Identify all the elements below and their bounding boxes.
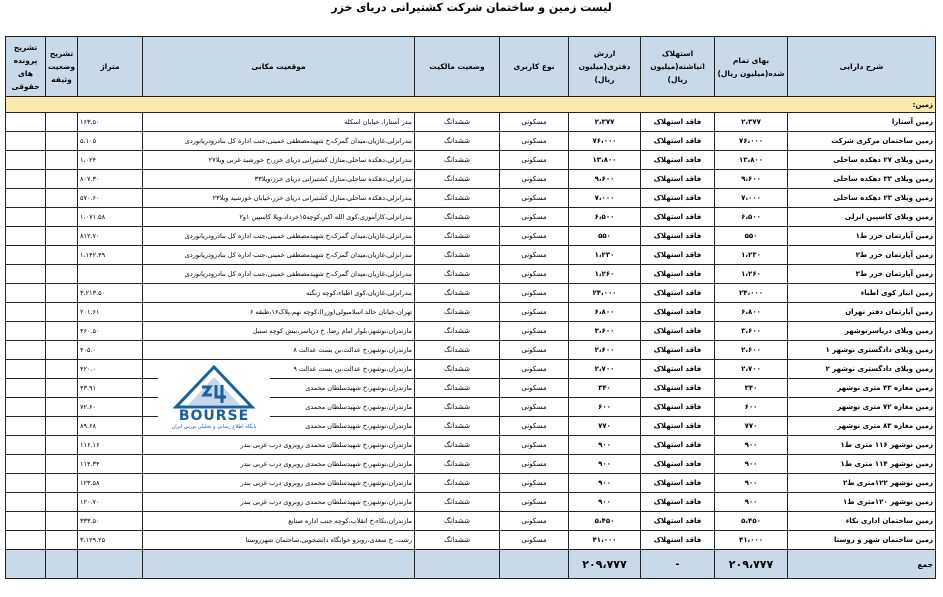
asset-depreciation: فاقد استهلاک xyxy=(641,170,715,189)
asset-book-value: ۵۵۰ xyxy=(569,227,641,246)
asset-area: ۴۰۵.۰ xyxy=(78,341,143,360)
asset-book-value: ۹۰۰ xyxy=(569,436,641,455)
asset-usage: مسکونی xyxy=(500,151,569,170)
table-row xyxy=(6,398,936,417)
asset-description: زمین آپارتمان خزر ط۲ xyxy=(788,246,936,265)
total-cost: ۲۰۹،۷۷۷ xyxy=(715,550,788,579)
asset-legal xyxy=(6,303,46,322)
asset-usage: مسکونی xyxy=(500,455,569,474)
asset-cost: ۲،۶۰۰ xyxy=(715,341,788,360)
asset-description: زمین نوشهر ۱۱۶ متری ط۱ xyxy=(788,436,936,455)
asset-legal xyxy=(6,227,46,246)
asset-depreciation: فاقد استهلاک xyxy=(641,322,715,341)
asset-cost: ۱،۲۶۰ xyxy=(715,265,788,284)
asset-collateral xyxy=(46,531,78,550)
total-collateral xyxy=(46,550,78,579)
asset-description: زمین ویلای دریاسرنوشهر xyxy=(788,322,936,341)
asset-legal xyxy=(6,151,46,170)
asset-description: زمین ساختمان شهر و روستا xyxy=(788,531,936,550)
asset-usage: مسکونی xyxy=(500,284,569,303)
asset-location: مازندران،نوشهر،خ شهیدسلطان محمدی xyxy=(143,398,415,417)
asset-ownership: ششدانگ xyxy=(415,170,500,189)
asset-book-value: ۴۱،۰۰۰ xyxy=(569,531,641,550)
asset-collateral xyxy=(46,246,78,265)
asset-location: مازندران،نوشهر،خ عدالت،بن بست عدالت ۸ xyxy=(143,341,415,360)
asset-book-value: ۱،۲۳۰ xyxy=(569,246,641,265)
asset-collateral xyxy=(46,284,78,303)
asset-ownership: ششدانگ xyxy=(415,417,500,436)
total-usage xyxy=(500,550,569,579)
asset-description: زمین ویلای ۲۷ دهکده ساحلی xyxy=(788,151,936,170)
asset-area: ۱،۰۲۴ xyxy=(78,151,143,170)
asset-cost: ۶،۸۰۰ xyxy=(715,303,788,322)
asset-book-value: ۹۰۰ xyxy=(569,493,641,512)
asset-description: زمین ویلای ۳۳ دهکده ساحلی xyxy=(788,170,936,189)
header-cost: بهای تمام شده(میلیون ریال) xyxy=(715,37,788,97)
asset-collateral xyxy=(46,417,78,436)
asset-book-value: ۶،۵۰۰ xyxy=(569,208,641,227)
asset-collateral xyxy=(46,227,78,246)
asset-book-value: ۱۳،۸۰۰ xyxy=(569,151,641,170)
asset-depreciation: فاقد استهلاک xyxy=(641,360,715,379)
asset-ownership: ششدانگ xyxy=(415,493,500,512)
asset-usage: مسکونی xyxy=(500,531,569,550)
asset-depreciation: فاقد استهلاک xyxy=(641,246,715,265)
asset-book-value: ۱،۲۶۰ xyxy=(569,265,641,284)
asset-depreciation: فاقد استهلاک xyxy=(641,436,715,455)
asset-usage: مسکونی xyxy=(500,170,569,189)
header-area: متراژ xyxy=(78,37,143,97)
asset-area: ۵،۱۰۵ xyxy=(78,132,143,151)
asset-depreciation: فاقد استهلاک xyxy=(641,474,715,493)
asset-cost: ۵۵۰ xyxy=(715,227,788,246)
section-label: زمین: xyxy=(6,97,936,113)
table-row xyxy=(6,189,936,208)
asset-usage: مسکونی xyxy=(500,113,569,132)
asset-location: بندرانزلی،غازیان،میدان گمرک،خ شهیدمصطفی خمینی،جنب اداره کل بنادرودریانوردی xyxy=(143,246,415,265)
asset-usage: مسکونی xyxy=(500,227,569,246)
asset-location: مازندران،نوشهر،خ عدالت،بن بست عدالت ۹ xyxy=(143,360,415,379)
asset-location: مازندران،نکاء،خ انقلاب،کوچه جنب اداره صنایع xyxy=(143,512,415,531)
total-row xyxy=(6,550,936,579)
asset-description: زمین انبار کوی اطباء xyxy=(788,284,936,303)
asset-description: زمین نوشهر ۱۲۰متری ط۱ xyxy=(788,493,936,512)
asset-area: ۱۱۶.۱۶ xyxy=(78,436,143,455)
asset-cost: ۲۴،۰۰۰ xyxy=(715,284,788,303)
header-legal: تشریح پرونده های حقوقی xyxy=(6,37,46,97)
asset-description: زمین ویلای دادگستری نوشهر ۲ xyxy=(788,360,936,379)
asset-area: ۲۰۱.۶۱ xyxy=(78,303,143,322)
asset-depreciation: فاقد استهلاک xyxy=(641,493,715,512)
table-row xyxy=(6,493,936,512)
asset-description: زمین ویلای دادگستری نوشهر ۱ xyxy=(788,341,936,360)
table-row xyxy=(6,227,936,246)
asset-ownership: ششدانگ xyxy=(415,303,500,322)
asset-collateral xyxy=(46,493,78,512)
table-row xyxy=(6,512,936,531)
header-book-value: ارزش دفتری(میلیون ریال) xyxy=(569,37,641,97)
asset-usage: مسکونی xyxy=(500,493,569,512)
asset-cost: ۴۱،۰۰۰ xyxy=(715,531,788,550)
asset-ownership: ششدانگ xyxy=(415,512,500,531)
asset-usage: مسکونی xyxy=(500,341,569,360)
header-usage: نوع کاربری xyxy=(500,37,569,97)
asset-collateral xyxy=(46,170,78,189)
asset-legal xyxy=(6,246,46,265)
asset-location: مازندران،نوشهر،خ شهیدسلطان محمدی روبروی درب غربی بندر xyxy=(143,436,415,455)
table-row xyxy=(6,303,936,322)
assets-table xyxy=(5,36,936,579)
asset-ownership: ششدانگ xyxy=(415,284,500,303)
asset-cost: ۹۰۰ xyxy=(715,493,788,512)
asset-area: ۴۳.۹۱ xyxy=(78,379,143,398)
asset-depreciation: فاقد استهلاک xyxy=(641,341,715,360)
asset-area: ۱۱۴.۳۴ xyxy=(78,455,143,474)
asset-legal xyxy=(6,531,46,550)
asset-location: مازندران،نوشهر،خ شهیدسلطان محمدی روبروی درب غربی بندر xyxy=(143,474,415,493)
asset-area: ۱،۱۴۲.۴۹ xyxy=(78,246,143,265)
asset-location: بندرانزلی،کارآموزی،کوی الله اکبر،کوچه۱۵خرداد،ویلا کاسپین ۱و۲ xyxy=(143,208,415,227)
asset-cost: ۱،۲۳۰ xyxy=(715,246,788,265)
asset-collateral xyxy=(46,455,78,474)
bourse-logo-icon xyxy=(158,365,270,409)
asset-area: ۷۲.۶۰ xyxy=(78,398,143,417)
asset-cost: ۹۰۰ xyxy=(715,455,788,474)
asset-ownership: ششدانگ xyxy=(415,208,500,227)
asset-depreciation: فاقد استهلاک xyxy=(641,227,715,246)
asset-collateral xyxy=(46,379,78,398)
asset-collateral xyxy=(46,322,78,341)
asset-depreciation: فاقد استهلاک xyxy=(641,512,715,531)
asset-legal xyxy=(6,360,46,379)
table-row xyxy=(6,246,936,265)
asset-legal xyxy=(6,341,46,360)
asset-collateral xyxy=(46,265,78,284)
asset-cost: ۷۷۰ xyxy=(715,417,788,436)
asset-area: ۱،۰۷۱.۵۸ xyxy=(78,208,143,227)
asset-legal xyxy=(6,455,46,474)
total-book-value: ۲۰۹،۷۷۷ xyxy=(569,550,641,579)
asset-ownership: ششدانگ xyxy=(415,151,500,170)
asset-description: زمین آپارتمان خزر ط۳ xyxy=(788,265,936,284)
asset-ownership: ششدانگ xyxy=(415,455,500,474)
asset-description: زمین نوشهر ۱۱۴ متری ط۱ xyxy=(788,455,936,474)
asset-location: رشت، خ سعدی،روبرو خوابگاه دانشجویی،ساختمان شهرروستا xyxy=(143,531,415,550)
asset-book-value: ۲،۶۰۰ xyxy=(569,341,641,360)
asset-depreciation: فاقد استهلاک xyxy=(641,284,715,303)
asset-usage: مسکونی xyxy=(500,189,569,208)
asset-depreciation: فاقد استهلاک xyxy=(641,132,715,151)
asset-location: بندرانزلی،غازیان،میدان گمرک،خ شهیدمصطفی خمینی،جنب اداره کل بنادرودریانوردی xyxy=(143,265,415,284)
asset-collateral xyxy=(46,189,78,208)
asset-cost: ۵،۴۵۰ xyxy=(715,512,788,531)
asset-depreciation: فاقد استهلاک xyxy=(641,303,715,322)
asset-legal xyxy=(6,132,46,151)
asset-area: ۸۹.۶۸ xyxy=(78,417,143,436)
asset-depreciation: فاقد استهلاک xyxy=(641,151,715,170)
table-row xyxy=(6,113,936,132)
asset-collateral xyxy=(46,151,78,170)
asset-area: ۳،۲۱۳.۵۰ xyxy=(78,284,143,303)
asset-location: تهران،خیابان خالد اسلامبولی(وزرا)،کوچه نهم،پلاک۱۶،طبقه ۶ xyxy=(143,303,415,322)
bourse-logo xyxy=(158,365,270,435)
asset-area xyxy=(78,265,143,284)
asset-depreciation: فاقد استهلاک xyxy=(641,455,715,474)
asset-description: زمین آستارا xyxy=(788,113,936,132)
table-row xyxy=(6,208,936,227)
asset-location: مازندران،نوشهر،خ شهیدسلطان محمدی روبروی درب غربی بندر xyxy=(143,455,415,474)
table-row xyxy=(6,265,936,284)
total-location xyxy=(143,550,415,579)
asset-ownership: ششدانگ xyxy=(415,398,500,417)
asset-collateral xyxy=(46,512,78,531)
asset-cost: ۲،۳۷۷ xyxy=(715,113,788,132)
asset-cost: ۹۰۰ xyxy=(715,474,788,493)
asset-location: بندرانزلی،غازیان،میدان گمرک،خ شهیدمصطفی خمینی،جنب اداره کل بنادرودریانوردی xyxy=(143,227,415,246)
asset-depreciation: فاقد استهلاک xyxy=(641,398,715,417)
asset-area: ۵۷۰.۶۰ xyxy=(78,189,143,208)
asset-ownership: ششدانگ xyxy=(415,474,500,493)
asset-area: ۳،۱۲۹.۲۵ xyxy=(78,531,143,550)
asset-book-value: ۶،۸۰۰ xyxy=(569,303,641,322)
page-title: لیست زمین و ساختمان شرکت کشتیرانی دریای خزر xyxy=(331,1,612,14)
header-collateral: تشریح وضعیت وثیقه xyxy=(46,37,78,97)
asset-location: بندرانزلی،دهکده ساحلی،منازل کشتیرانی دریای خزر،ویلا۳۳ xyxy=(143,170,415,189)
asset-collateral xyxy=(46,398,78,417)
header-location: موقعیت مکانی xyxy=(143,37,415,97)
asset-usage: مسکونی xyxy=(500,360,569,379)
asset-book-value: ۲،۷۰۰ xyxy=(569,360,641,379)
table-row xyxy=(6,360,936,379)
header-ownership: وضعیت مالکیت xyxy=(415,37,500,97)
asset-usage: مسکونی xyxy=(500,398,569,417)
asset-description: زمین ویلای ۲۳ دهکده ساحلی xyxy=(788,189,936,208)
table-row xyxy=(6,170,936,189)
asset-cost: ۱۳،۸۰۰ xyxy=(715,151,788,170)
asset-usage: مسکونی xyxy=(500,436,569,455)
asset-collateral xyxy=(46,303,78,322)
asset-ownership: ششدانگ xyxy=(415,360,500,379)
asset-legal xyxy=(6,417,46,436)
asset-description: زمین آپارتمان دفتر تهران xyxy=(788,303,936,322)
total-ownership xyxy=(415,550,500,579)
asset-legal xyxy=(6,436,46,455)
asset-ownership: ششدانگ xyxy=(415,113,500,132)
asset-legal xyxy=(6,474,46,493)
asset-cost: ۲،۷۰۰ xyxy=(715,360,788,379)
asset-cost: ۳۴۰ xyxy=(715,379,788,398)
asset-collateral xyxy=(46,360,78,379)
asset-cost: ۹،۶۰۰ xyxy=(715,170,788,189)
header-row xyxy=(6,37,936,97)
asset-location: مازندران،نوشهر،خ شهیدسلطان محمدی xyxy=(143,417,415,436)
asset-cost: ۹۰۰ xyxy=(715,436,788,455)
asset-collateral xyxy=(46,208,78,227)
asset-legal xyxy=(6,512,46,531)
asset-location: بندرانزلی،غازیان،میدان گمرک،خ شهیدمصطفی خمینی،جنب اداره کل بنادرودریانوردی xyxy=(143,132,415,151)
table-row xyxy=(6,284,936,303)
table-row xyxy=(6,151,936,170)
asset-ownership: ششدانگ xyxy=(415,265,500,284)
asset-depreciation: فاقد استهلاک xyxy=(641,113,715,132)
asset-area: ۱۲۰.۷۰ xyxy=(78,493,143,512)
asset-area: ۳۳۳.۵۰ xyxy=(78,512,143,531)
table-row xyxy=(6,474,936,493)
asset-ownership: ششدانگ xyxy=(415,379,500,398)
table-row xyxy=(6,455,936,474)
header-description: شرح دارایی xyxy=(788,37,936,97)
bourse-logo-word: BOURSE xyxy=(178,408,250,424)
asset-description: زمین مغازه ۸۳ متری نوشهر xyxy=(788,417,936,436)
total-depreciation: - xyxy=(641,550,715,579)
table-row xyxy=(6,531,936,550)
asset-description: زمین نوشهر ۱۲۲متری ط۲ xyxy=(788,474,936,493)
header-depreciation: استهلاک انباشته(میلیون ریال) xyxy=(641,37,715,97)
asset-usage: مسکونی xyxy=(500,512,569,531)
asset-legal xyxy=(6,379,46,398)
asset-ownership: ششدانگ xyxy=(415,189,500,208)
asset-location: بندرانزلی،غازیان،کوی اطباء،کوچه زنگنه xyxy=(143,284,415,303)
asset-book-value: ۳،۶۰۰ xyxy=(569,322,641,341)
asset-usage: مسکونی xyxy=(500,246,569,265)
table-row xyxy=(6,322,936,341)
asset-depreciation: فاقد استهلاک xyxy=(641,417,715,436)
asset-description: زمین مغازه ۷۲ متری نوشهر xyxy=(788,398,936,417)
asset-legal xyxy=(6,189,46,208)
asset-area: ۴۲۰.۰ xyxy=(78,360,143,379)
asset-depreciation: فاقد استهلاک xyxy=(641,189,715,208)
asset-description: زمین ساختمان مرکزی شرکت xyxy=(788,132,936,151)
asset-book-value: ۷۷۰ xyxy=(569,417,641,436)
table-row xyxy=(6,379,936,398)
asset-area: ۴۶۰.۵۰ xyxy=(78,322,143,341)
asset-location: بندرانزلی،دهکده ساحلی،منازل کشتیرانی دریای خزر،خیابان خورشید ویلا۲۳ xyxy=(143,189,415,208)
asset-ownership: ششدانگ xyxy=(415,227,500,246)
table-row xyxy=(6,436,936,455)
table-row xyxy=(6,417,936,436)
asset-usage: مسکونی xyxy=(500,208,569,227)
asset-description: زمین آپارتمان خزر ط۱ xyxy=(788,227,936,246)
bourse-logo-subtitle: پایگاه اطلاع رسانی و تحلیلی بورس ایران xyxy=(171,424,257,430)
asset-book-value: ۷۶،۰۰۰ xyxy=(569,132,641,151)
asset-usage: مسکونی xyxy=(500,303,569,322)
asset-legal xyxy=(6,170,46,189)
asset-legal xyxy=(6,265,46,284)
asset-ownership: ششدانگ xyxy=(415,531,500,550)
asset-usage: مسکونی xyxy=(500,132,569,151)
asset-legal xyxy=(6,113,46,132)
asset-legal xyxy=(6,284,46,303)
asset-ownership: ششدانگ xyxy=(415,436,500,455)
total-label: جمع xyxy=(788,550,936,579)
asset-location: مازندران،نوشهر،بلوار امام رضا، خ دریاسر،نبش کوچه سنبل xyxy=(143,322,415,341)
asset-legal xyxy=(6,322,46,341)
asset-area: ۱۲۳.۵۸ xyxy=(78,474,143,493)
asset-collateral xyxy=(46,436,78,455)
asset-usage: مسکونی xyxy=(500,322,569,341)
asset-book-value: ۵،۴۵۰ xyxy=(569,512,641,531)
asset-location: بندرانزلی،دهکده ساحلی،منازل کشتیرانی دریای خزر،خ خورشید غربی ویلا۲۷ xyxy=(143,151,415,170)
asset-description: زمین ویلای کاسپین انزلی xyxy=(788,208,936,227)
asset-location: بندر آستارا، خیابان اسکله xyxy=(143,113,415,132)
asset-book-value: ۶۰۰ xyxy=(569,398,641,417)
table-row xyxy=(6,132,936,151)
table-row xyxy=(6,341,936,360)
asset-area: ۱۶۳.۵۰ xyxy=(78,113,143,132)
asset-location: مازندران،نوشهر،خ شهیدسلطان محمدی xyxy=(143,379,415,398)
asset-cost: ۶۰۰ xyxy=(715,398,788,417)
asset-depreciation: فاقد استهلاک xyxy=(641,531,715,550)
asset-depreciation: فاقد استهلاک xyxy=(641,379,715,398)
asset-collateral xyxy=(46,474,78,493)
asset-depreciation: فاقد استهلاک xyxy=(641,208,715,227)
asset-cost: ۶،۵۰۰ xyxy=(715,208,788,227)
asset-cost: ۷۶،۰۰۰ xyxy=(715,132,788,151)
asset-depreciation: فاقد استهلاک xyxy=(641,265,715,284)
asset-collateral xyxy=(46,132,78,151)
asset-usage: مسکونی xyxy=(500,265,569,284)
section-row xyxy=(6,97,936,113)
asset-description: زمین ساختمان اداری نکاء xyxy=(788,512,936,531)
asset-legal xyxy=(6,398,46,417)
asset-book-value: ۳۴۰ xyxy=(569,379,641,398)
asset-book-value: ۹۰۰ xyxy=(569,474,641,493)
asset-legal xyxy=(6,208,46,227)
asset-usage: مسکونی xyxy=(500,474,569,493)
asset-ownership: ششدانگ xyxy=(415,341,500,360)
asset-area: ۸۰۷.۳۰ xyxy=(78,170,143,189)
asset-legal xyxy=(6,493,46,512)
asset-book-value: ۹۰۰ xyxy=(569,455,641,474)
total-area xyxy=(78,550,143,579)
asset-usage: مسکونی xyxy=(500,379,569,398)
asset-collateral xyxy=(46,113,78,132)
asset-ownership: ششدانگ xyxy=(415,246,500,265)
asset-book-value: ۹،۶۰۰ xyxy=(569,170,641,189)
asset-cost: ۷،۰۰۰ xyxy=(715,189,788,208)
asset-ownership: ششدانگ xyxy=(415,322,500,341)
asset-ownership: ششدانگ xyxy=(415,132,500,151)
total-legal xyxy=(6,550,46,579)
asset-book-value: ۲،۳۷۷ xyxy=(569,113,641,132)
asset-book-value: ۷،۰۰۰ xyxy=(569,189,641,208)
asset-location: مازندران،نوشهر،خ شهیدسلطان محمدی روبروی درب غربی بندر xyxy=(143,493,415,512)
asset-cost: ۳،۶۰۰ xyxy=(715,322,788,341)
asset-area: ۸۱۲.۷۰ xyxy=(78,227,143,246)
asset-collateral xyxy=(46,341,78,360)
asset-book-value: ۲۴،۰۰۰ xyxy=(569,284,641,303)
asset-description: زمین مغازه ۴۳ متری نوشهر xyxy=(788,379,936,398)
asset-usage: مسکونی xyxy=(500,417,569,436)
